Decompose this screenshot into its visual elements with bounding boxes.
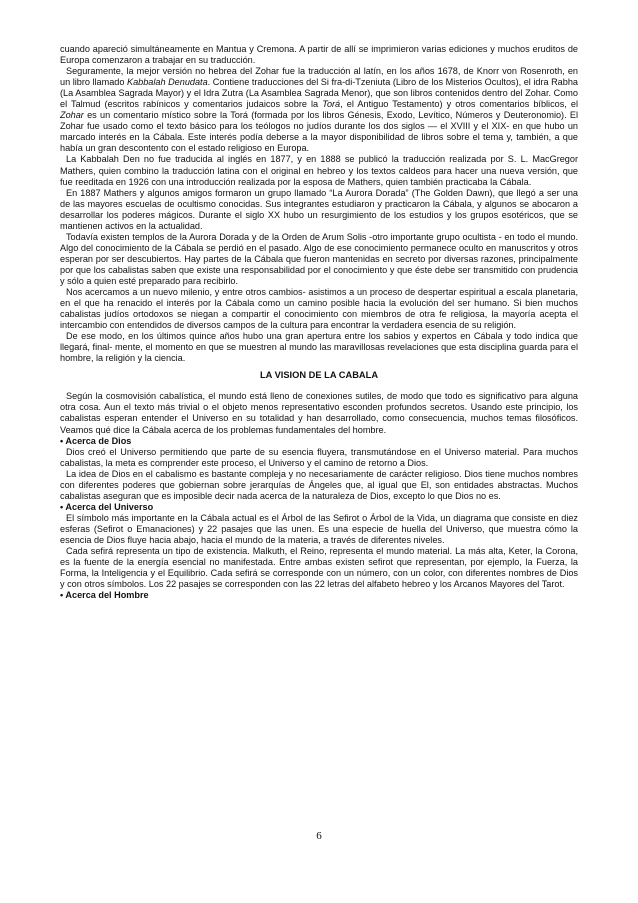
paragraph: Nos acercamos a un nuevo milenio, y entre otros cambios- asistimos a un proceso de despertar espiritual a escala planetaria, en el que ha renacido el interés por la Cábala como un camino posible hacia la evolución del ser humano. Si bien muchos cabalistas judíos ortodoxos se niegan a compartir el conocimiento con miembros de otra fe religiosa, la mayoría acepta el intercambio con entendidos de diversos campos de la cultura para encontrar la verdadera esencia de su religión. bbox=[60, 287, 578, 331]
paragraph: Dios creó el Universo permitiendo que parte de su esencia fluyera, transmutándose en el Universo material. Para muchos cabalistas, la meta es comprender este proceso, el Universo y el camino de retorno a Dios. bbox=[60, 446, 578, 468]
paragraph: La Kabbalah Den no fue traducida al inglés en 1877, y en 1888 se publicó la traducción realizada por S. L. MacGregor Mathers, quien combino la traducción latina con el original en hebreo y los textos caldeos para hacer una nueva versión, que fue reeditada en 1926 con una introducción realizada por la esposa de Mathers, quien también practicaba la Cábala. bbox=[60, 154, 578, 187]
section-title: LA VISION DE LA CABALA bbox=[259, 370, 379, 381]
paragraph: De ese modo, en los últimos quince años hubo una gran apertura entre los sabios y expertos en Cábala y todo indica que llegará, final- mente, el momento en que se muestren al mundo las maravillosas revelaciones que esta disciplina guarda para el hombre, la religión y la ciencia. bbox=[60, 331, 578, 364]
page-number: 6 bbox=[316, 830, 322, 842]
emphasis: Zohar bbox=[60, 110, 84, 121]
section-heading-universo: • Acerca del Universo bbox=[60, 501, 154, 512]
emphasis: Torá bbox=[322, 99, 341, 110]
bullet-icon: • bbox=[60, 590, 64, 601]
intro-paragraph: Según la cosmovisión cabalística, el mundo está lleno de conexiones sutiles, de modo que todo es significativo para alguna otra cosa. Aun el texto más trivial o el objeto menos representativo esconden profundos secretos. Usando este principio, los cabalistas esperan entender el Universo en su totalidad y han desarrollado, como consecuencia, muchos temas filosóficos. Veamos qué dice la Cábala acerca de los problemas fundamentales del hombre. bbox=[60, 391, 578, 435]
paragraph: La idea de Dios en el cabalismo es bastante compleja y no necesariamente de carácter religioso. Dios tiene muchos nombres con diferentes poderes que gobiernan sobre jerarquías de Ángeles que, al igual que El, son entidades abstractas. Muchos cabalistas aseguran que es imposible decir nada acerca de la naturaleza de Dios, excepto lo que Dios no es. bbox=[60, 468, 578, 501]
paragraph: En 1887 Mathers y algunos amigos formaron un grupo llamado “La Aurora Dorada” (The Golden Dawn), que llegó a ser una de las mayores escuelas de ocultismo conocidas. Sus integrantes estudiaron y practicaron la Cábala, y algunos se abocaron a desarrollar los poderes mágicos. Durante el siglo XX hubo un resurgimiento de los estudios y los grupos esotéricos, que se mantienen activos en la actualidad. bbox=[60, 187, 578, 231]
document-page bbox=[60, 44, 578, 601]
bullet-icon: • bbox=[60, 435, 64, 446]
book-title: Kabbalah Denudata bbox=[126, 77, 208, 88]
section-heading-hombre: • Acerca del Hombre bbox=[60, 590, 149, 601]
paragraph: Todavía existen templos de la Aurora Dorada y de la Orden de Arum Solis -otro importante grupo ocultista - en todo el mundo. Algo del conocimiento de la Cábala se perdió en el pasado. Algo de ese conocimiento permanece oculto en manuscritos y otros esperan por ser descubiertos. Hay partes de la Cábala que fueron mantenidas en secreto por diversas razones, principalmente por que los cabalistas saben que existe una responsabilidad por el conocimiento y que éste debe ser transmitido con prudencia y sólo a quien esté preparado para recibirlo. bbox=[60, 231, 578, 286]
paragraph: Cada sefirá representa un tipo de existencia. Malkuth, el Reino, representa el mundo material. La más alta, Keter, la Corona, es la fuente de la energía esencial no manifestada. Entre ambas existen sefirot que representan, por ejemplo, la Fuerza, la Forma, la Inteligencia y el Equilibrio. Cada sefirá se corresponde con un número, con un color, con diferentes nombres de Dios y con otros símbolos. Los 22 pasajes se corresponden con las 22 letras del alfabeto hebreo y los Arcanos Mayores del Tarot. bbox=[60, 546, 578, 590]
bullet-icon: • bbox=[60, 501, 64, 512]
paragraph: El símbolo más importante en la Cábala actual es el Árbol de las Sefirot o Árbol de la Vida, un diagrama que consiste en diez esferas (Sefirot o Emanaciones) y 22 pasajes que las unen. Es una especie de huella del Universo, que muestra cómo la esencia de Dios fluye hacia abajo, hacia el mundo de la materia, a través de diferentes niveles. bbox=[60, 512, 578, 545]
paragraph: cuando apareció simultáneamente en Mantua y Cremona. A partir de allí se imprimieron varias ediciones y muchos eruditos de Europa comenzaron a trabajar en su traducción. bbox=[60, 44, 578, 66]
paragraph: Seguramente, la mejor versión no hebrea del Zohar fue la traducción al latín, en los años 1678, de Knorr von Rosenroth, en un libro llamado Kabbalah Denudata. Contiene traducciones del Si fra-di-Tzeniuta (Libro de los Misterios Ocultos), el idra Rabha (La Asamblea Sagrada Mayor) y el Idra Zutra (La Asamblea Sagrada Menor), que son libros contenidos dentro del Zohar. Como el Talmud (escritos rabínicos y comentarios judaicos sobre la Torá, el Antiguo Testamento) y otros comentarios bíblicos, el Zohar es un comentario místico sobre la Torá (formada por los libros Génesis, Exodo, Levítico, Números y Deuteronomio). El Zohar fue usado como el texto básico para los teólogos no judíos durante los dos siglos — el XVIII y el XIX- en que hubo un marcado interés en la Cábala. Este interés podía deberse a la mayor disponibilidad de libros sobre el tema y, también, a que había un gran descontento con el estado religioso en Europa. bbox=[60, 66, 578, 154]
section-heading-dios: • Acerca de Dios bbox=[60, 435, 132, 446]
